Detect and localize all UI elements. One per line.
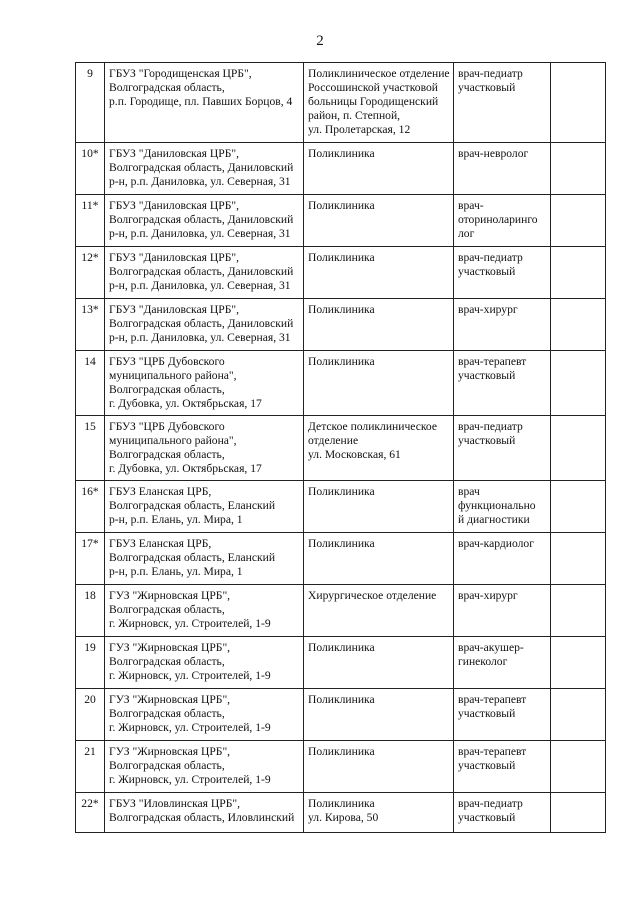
table-row <box>76 195 606 247</box>
unit-line: ул. Пролетарская, 12 <box>308 123 411 136</box>
extra-cell <box>551 143 606 195</box>
unit-line: больницы Городищенский <box>308 95 439 108</box>
organization-line: ГБУЗ "Даниловская ЦРБ", <box>109 303 239 316</box>
position-line: лог <box>458 227 475 240</box>
organization-cell <box>105 793 304 833</box>
row-number-cell <box>76 481 105 533</box>
position-cell <box>454 533 551 585</box>
position-cell <box>454 741 551 793</box>
extra-cell <box>551 195 606 247</box>
unit-cell <box>304 585 454 637</box>
row-number: 9 <box>87 67 93 80</box>
position-line: врач-педиатр <box>458 797 523 810</box>
organization-line: ГБУЗ "Городищенская ЦРБ", <box>109 67 252 80</box>
organization-line: Волгоградская область, <box>109 81 225 94</box>
extra-cell <box>551 299 606 351</box>
organization-line: ГБУЗ "ЦРБ Дубовского <box>109 420 225 433</box>
unit-cell <box>304 481 454 533</box>
extra-cell <box>551 689 606 741</box>
unit-line: ул. Московская, 61 <box>308 448 401 461</box>
organization-line: ГУЗ "Жирновская ЦРБ", <box>109 641 231 654</box>
unit-line: район, п. Степной, <box>308 109 401 122</box>
unit-line: Поликлиника <box>308 797 375 810</box>
organization-line: г. Жирновск, ул. Строителей, 1-9 <box>109 669 271 682</box>
organization-line: г. Дубовка, ул. Октябрьская, 17 <box>109 397 262 410</box>
row-number-cell <box>76 63 105 143</box>
row-number: 13* <box>81 303 99 316</box>
organization-line: Волгоградская область, <box>109 448 225 461</box>
organization-line: р.п. Городище, пл. Павших Борцов, 4 <box>109 95 293 108</box>
organization-line: муниципального района", <box>109 434 237 447</box>
organization-line: р-н, р.п. Даниловка, ул. Северная, 31 <box>109 227 291 240</box>
position-cell <box>454 585 551 637</box>
row-number: 22* <box>81 797 99 810</box>
table-row <box>76 637 606 689</box>
position-line: гинеколог <box>458 655 508 668</box>
unit-line: ул. Кирова, 50 <box>308 811 379 824</box>
position-line: врач-акушер- <box>458 641 524 654</box>
extra-cell <box>551 481 606 533</box>
position-cell <box>454 351 551 416</box>
organization-line: ГБУЗ "Даниловская ЦРБ", <box>109 199 239 212</box>
position-line: врач <box>458 485 480 498</box>
position-line: участковый <box>458 265 516 278</box>
row-number-cell <box>76 351 105 416</box>
organization-line: муниципального района", <box>109 369 237 382</box>
extra-cell <box>551 637 606 689</box>
row-number: 21 <box>84 745 96 758</box>
row-number-cell <box>76 299 105 351</box>
organization-line: р-н, р.п. Даниловка, ул. Северная, 31 <box>109 175 291 188</box>
extra-cell <box>551 416 606 481</box>
unit-line: Детское поликлиническое <box>308 420 437 433</box>
organization-line: г. Жирновск, ул. Строителей, 1-9 <box>109 721 271 734</box>
unit-cell <box>304 63 454 143</box>
unit-cell <box>304 195 454 247</box>
position-line: врач-педиатр <box>458 67 523 80</box>
position-line: участковый <box>458 811 516 824</box>
organization-line: ГБУЗ "Иловлинская ЦРБ", <box>109 797 241 810</box>
table-row <box>76 247 606 299</box>
row-number: 19 <box>84 641 96 654</box>
unit-line: Поликлиника <box>308 693 375 706</box>
unit-cell <box>304 416 454 481</box>
row-number: 12* <box>81 251 99 264</box>
organization-line: Волгоградская область, <box>109 383 225 396</box>
position-line: участковый <box>458 707 516 720</box>
unit-line: Поликлиника <box>308 251 375 264</box>
table-row <box>76 481 606 533</box>
organization-line: г. Дубовка, ул. Октябрьская, 17 <box>109 462 262 475</box>
organization-line: Волгоградская область, Даниловский <box>109 265 294 278</box>
organization-cell <box>105 585 304 637</box>
extra-cell <box>551 741 606 793</box>
unit-cell <box>304 637 454 689</box>
row-number-cell <box>76 143 105 195</box>
extra-cell <box>551 63 606 143</box>
position-line: врач-терапевт <box>458 355 527 368</box>
unit-line: Поликлиника <box>308 199 375 212</box>
vacancy-table <box>75 62 606 833</box>
organization-cell <box>105 247 304 299</box>
position-cell <box>454 63 551 143</box>
organization-cell <box>105 351 304 416</box>
position-line: й диагностики <box>458 513 530 526</box>
organization-cell <box>105 143 304 195</box>
organization-line: р-н, р.п. Даниловка, ул. Северная, 31 <box>109 331 291 344</box>
organization-cell <box>105 299 304 351</box>
position-line: участковый <box>458 81 516 94</box>
position-line: врач-кардиолог <box>458 537 534 550</box>
unit-cell <box>304 351 454 416</box>
table-row <box>76 689 606 741</box>
table-row <box>76 63 606 143</box>
organization-line: ГБУЗ "Даниловская ЦРБ", <box>109 147 239 160</box>
unit-cell <box>304 793 454 833</box>
extra-cell <box>551 793 606 833</box>
unit-cell <box>304 143 454 195</box>
row-number: 15 <box>84 420 96 433</box>
organization-cell <box>105 533 304 585</box>
organization-line: ГБУЗ Еланская ЦРБ, <box>109 537 212 550</box>
organization-cell <box>105 195 304 247</box>
organization-cell <box>105 689 304 741</box>
position-cell <box>454 247 551 299</box>
table-row <box>76 351 606 416</box>
position-line: врач- <box>458 199 484 212</box>
organization-line: ГУЗ "Жирновская ЦРБ", <box>109 745 231 758</box>
unit-line: Поликлиника <box>308 537 375 550</box>
table-row <box>76 416 606 481</box>
position-line: врач-хирург <box>458 589 518 602</box>
position-line: врач-терапевт <box>458 745 527 758</box>
position-cell <box>454 143 551 195</box>
organization-line: Волгоградская область, Еланский <box>109 551 276 564</box>
row-number-cell <box>76 637 105 689</box>
organization-line: Волгоградская область, <box>109 655 225 668</box>
row-number-cell <box>76 247 105 299</box>
position-cell <box>454 793 551 833</box>
extra-cell <box>551 351 606 416</box>
page-number: 2 <box>316 33 324 49</box>
unit-line: отделение <box>308 434 359 447</box>
row-number: 14 <box>84 355 96 368</box>
organization-line: г. Жирновск, ул. Строителей, 1-9 <box>109 773 271 786</box>
unit-line: Поликлиника <box>308 147 375 160</box>
row-number: 10* <box>81 147 99 160</box>
unit-cell <box>304 741 454 793</box>
unit-line: Россошинской участковой <box>308 81 438 94</box>
position-line: врач-невролог <box>458 147 529 160</box>
position-line: врач-хирург <box>458 303 518 316</box>
row-number: 17* <box>81 537 99 550</box>
extra-cell <box>551 585 606 637</box>
organization-line: ГБУЗ "ЦРБ Дубовского <box>109 355 225 368</box>
row-number: 16* <box>81 485 99 498</box>
row-number-cell <box>76 533 105 585</box>
organization-line: Волгоградская область, <box>109 603 225 616</box>
extra-cell <box>551 533 606 585</box>
organization-line: р-н, р.п. Даниловка, ул. Северная, 31 <box>109 279 291 292</box>
position-cell <box>454 416 551 481</box>
organization-line: ГБУЗ "Даниловская ЦРБ", <box>109 251 239 264</box>
position-line: участковый <box>458 759 516 772</box>
row-number-cell <box>76 793 105 833</box>
organization-line: Волгоградская область, Даниловский <box>109 213 294 226</box>
unit-line: Поликлиника <box>308 355 375 368</box>
table-body <box>76 63 606 833</box>
row-number-cell <box>76 585 105 637</box>
table-row <box>76 533 606 585</box>
organization-cell <box>105 63 304 143</box>
table-row <box>76 585 606 637</box>
position-line: врач-педиатр <box>458 420 523 433</box>
organization-line: Волгоградская область, <box>109 707 225 720</box>
position-line: оториноларинго <box>458 213 538 226</box>
organization-line: р-н, р.п. Елань, ул. Мира, 1 <box>109 565 243 578</box>
unit-line: Поликлиника <box>308 303 375 316</box>
organization-line: ГУЗ "Жирновская ЦРБ", <box>109 693 231 706</box>
row-number-cell <box>76 689 105 741</box>
unit-cell <box>304 533 454 585</box>
row-number-cell <box>76 195 105 247</box>
row-number: 18 <box>84 589 96 602</box>
unit-cell <box>304 247 454 299</box>
unit-cell <box>304 299 454 351</box>
extra-cell <box>551 247 606 299</box>
position-cell <box>454 689 551 741</box>
unit-cell <box>304 689 454 741</box>
position-line: участковый <box>458 434 516 447</box>
organization-cell <box>105 741 304 793</box>
row-number: 20 <box>84 693 96 706</box>
organization-line: Волгоградская область, <box>109 759 225 772</box>
position-line: участковый <box>458 369 516 382</box>
table-row <box>76 299 606 351</box>
organization-cell <box>105 416 304 481</box>
position-line: функционально <box>458 499 536 512</box>
unit-line: Поликлиническое отделение <box>308 67 450 80</box>
position-line: врач-терапевт <box>458 693 527 706</box>
position-cell <box>454 637 551 689</box>
organization-line: г. Жирновск, ул. Строителей, 1-9 <box>109 617 271 630</box>
organization-line: Волгоградская область, Еланский <box>109 499 276 512</box>
organization-line: Волгоградская область, Даниловский <box>109 161 294 174</box>
organization-line: Волгоградская область, Иловлинский <box>109 811 295 824</box>
organization-cell <box>105 637 304 689</box>
position-cell <box>454 299 551 351</box>
unit-line: Хирургическое отделение <box>308 589 437 602</box>
position-cell <box>454 195 551 247</box>
table-row <box>76 741 606 793</box>
unit-line: Поликлиника <box>308 485 375 498</box>
organization-line: р-н, р.п. Елань, ул. Мира, 1 <box>109 513 243 526</box>
organization-line: ГБУЗ Еланская ЦРБ, <box>109 485 212 498</box>
unit-line: Поликлиника <box>308 641 375 654</box>
table-row <box>76 793 606 833</box>
organization-line: Волгоградская область, Даниловский <box>109 317 294 330</box>
row-number-cell <box>76 741 105 793</box>
position-line: врач-педиатр <box>458 251 523 264</box>
organization-line: ГУЗ "Жирновская ЦРБ", <box>109 589 231 602</box>
row-number-cell <box>76 416 105 481</box>
row-number: 11* <box>81 199 99 212</box>
table-row <box>76 143 606 195</box>
organization-cell <box>105 481 304 533</box>
position-cell <box>454 481 551 533</box>
unit-line: Поликлиника <box>308 745 375 758</box>
